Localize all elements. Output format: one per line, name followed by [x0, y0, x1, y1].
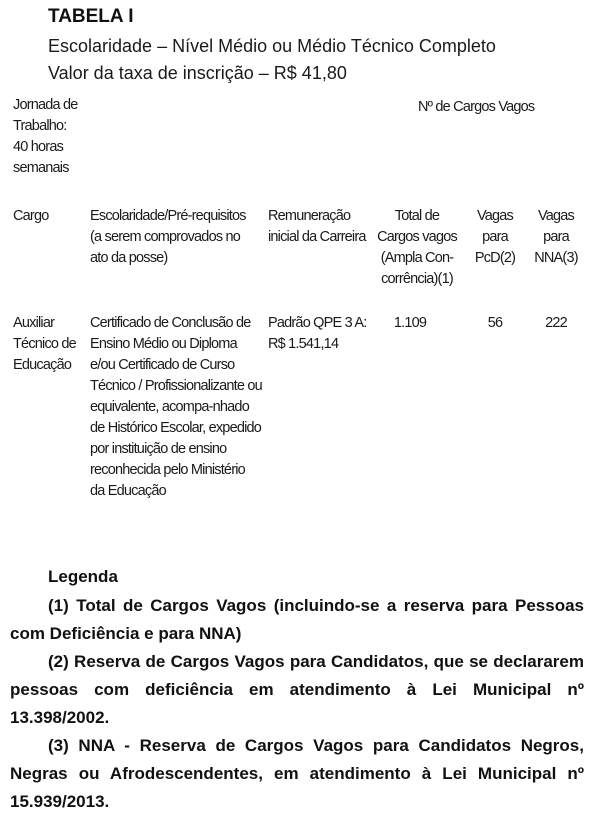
- legend-item-2: (2) Reserva de Cargos Vagos para Candidatos, que se declararem pessoas com deficiência em atendimento à Lei Municipal nº 13.398/2002.: [10, 652, 584, 727]
- legend-item-3: (3) NNA - Reserva de Cargos Vagos para Candidatos Negros, Negras ou Afrodescendentes, em atendimento à Lei Municipal nº 15.939/2013.: [10, 736, 584, 811]
- cell-remuneracao: Padrão QPE 3 A: R$ 1.541,14: [268, 315, 367, 352]
- column-header-total: Total de Cargos vagos (Ampla Con-corrência)(1): [377, 208, 457, 287]
- jornada-label: Jornada de Trabalho: 40 horas semanais: [13, 97, 78, 176]
- column-header-nna: Vagas para NNA(3): [534, 208, 578, 266]
- table-subtitle-fee: Valor da taxa de inscrição – R$ 41,80: [48, 63, 347, 83]
- column-header-remuneracao: Remuneração inicial da Carreira: [268, 208, 366, 245]
- legend-title: Legenda: [48, 567, 118, 586]
- column-header-pcd: Vagas para PcD(2): [474, 208, 516, 266]
- cell-pcd: 56: [487, 315, 503, 331]
- column-header-escolaridade: Escolaridade/Pré-requisitos (a serem comprovados no ato da posse): [90, 208, 246, 266]
- cell-total: 1.109: [393, 315, 427, 331]
- cell-escolaridade: Certificado de Conclusão de Ensino Médio ou Diploma e/ou Certificado de Curso Técnico / Profissionalizante ou equivalente, acompa-nhado de Histórico Escolar, expedido por instituição de ensino reconhecida pelo Ministério da Educação: [90, 315, 262, 499]
- table-title: TABELA I: [48, 6, 134, 27]
- table-subtitle-education: Escolaridade – Nível Médio ou Médio Técnico Completo: [48, 36, 496, 56]
- cell-nna: 222: [545, 315, 567, 331]
- cell-cargo: Auxiliar Técnico de Educação: [13, 315, 76, 373]
- vacancies-group-header: Nº de Cargos Vagos: [418, 99, 535, 115]
- legend-item-1: (1) Total de Cargos Vagos (incluindo-se a reserva para Pessoas com Deficiência e para NNA): [10, 596, 584, 643]
- column-header-cargo: Cargo: [13, 208, 49, 224]
